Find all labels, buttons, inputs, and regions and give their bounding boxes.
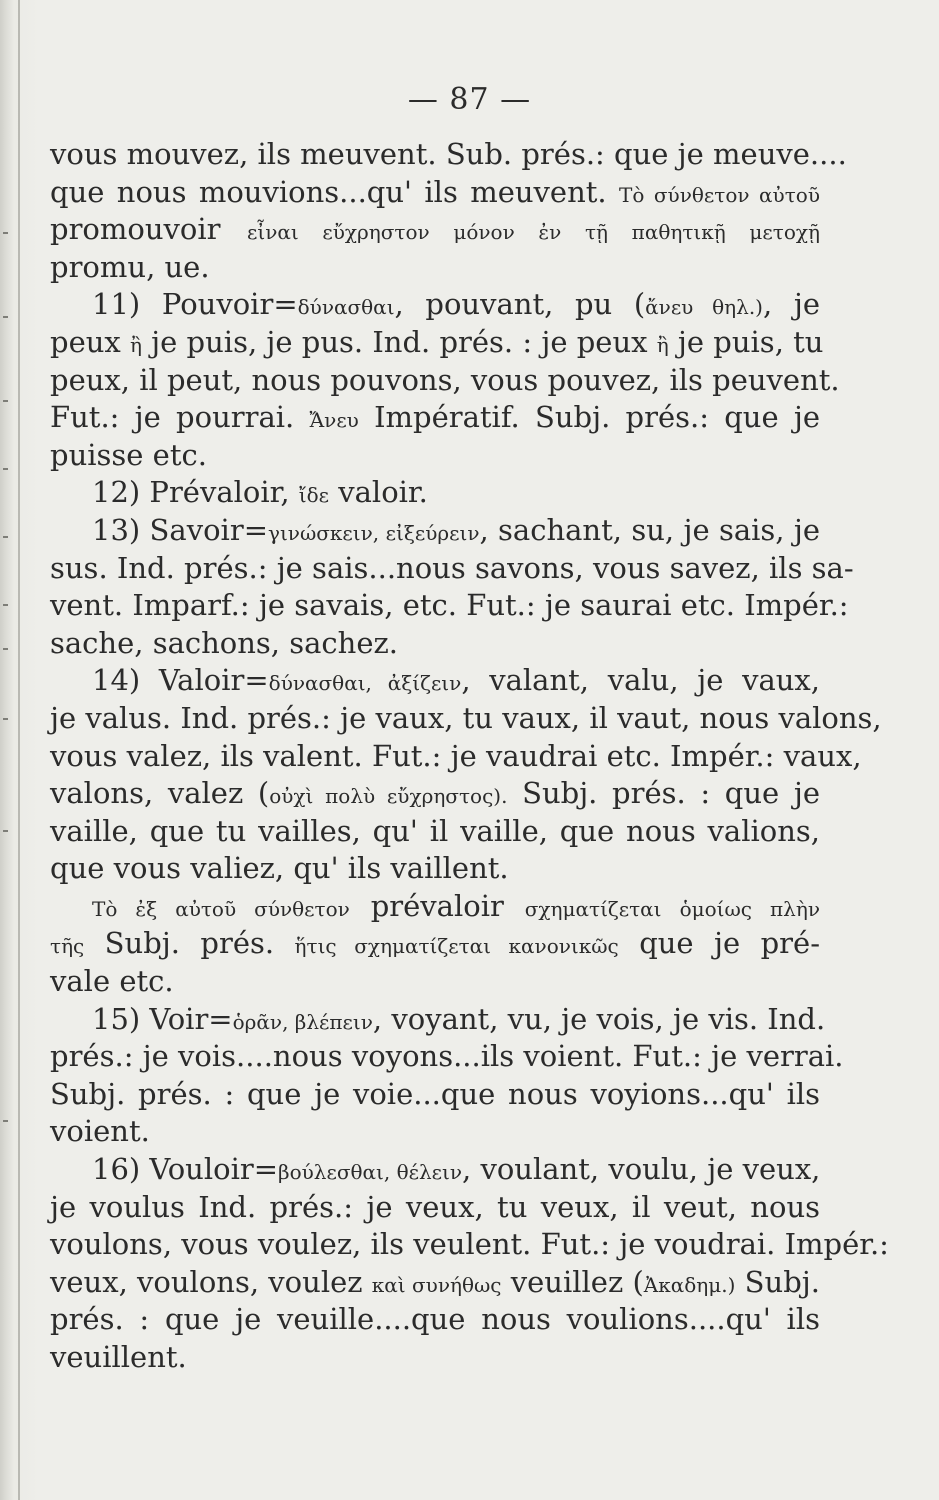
page-gutter-edge	[18, 0, 20, 1500]
text-line: sache, sachons, sachez.	[50, 625, 398, 660]
text-line: veuillent.	[50, 1340, 187, 1374]
text-line: prés. : que je veuille....que nous voulions....qu' ils	[50, 1302, 820, 1337]
text-line: vaille, que tu vailles, qu' il vaille, que nous valions,	[50, 813, 820, 848]
text-line: prés.: je vois....nous voyons...ils voient. Fut.: je verrai.	[50, 1039, 844, 1074]
text-line: Τὸ ἐξ αὐτοῦ σύνθετον prévaloir σχηματίζεται ὁμοίως πλὴν	[92, 888, 820, 923]
text-line: vent. Imparf.: je savais, etc. Fut.: je saurai etc. Impér.:	[50, 588, 849, 623]
text-line: veux, voulons, voulez καὶ συνήθως veuillez (Ἀκαδημ.) Subj.	[50, 1264, 820, 1299]
text-line: que vous valiez, qu' ils vaillent.	[50, 851, 509, 886]
text-line: promouvoir εἶναι εὔχρηστον μόνον ἐν τῇ παθητικῇ μετοχῇ	[50, 212, 820, 247]
text-line: promu, ue.	[50, 249, 210, 284]
text-line: τῆς Subj. prés. ἥτις σχηματίζεται κανονικῶς que je pré-	[50, 926, 820, 961]
text-line: valons, valez (οὐχὶ πολὺ εὔχρηστος). Subj. prés. : que je	[50, 776, 820, 811]
text-line: peux, il peut, nous pouvons, vous pouvez, ils peuvent.	[50, 362, 840, 397]
text-line: sus. Ind. prés.: je sais...nous savons, vous savez, ils sa-	[50, 550, 854, 585]
page-number: — 87 —	[407, 82, 532, 117]
page-text-body	[50, 136, 889, 1377]
text-line: 12) Prévaloir, ἴδε valoir.	[92, 475, 428, 510]
text-line: Fut.: je pourrai. Ἄνευ Impératif. Subj. prés.: que je	[50, 400, 820, 435]
text-line: je voulus Ind. prés.: je veux, tu veux, il veut, nous	[50, 1189, 820, 1224]
text-line: 16) Vouloir=βούλεσθαι, θέλειν, voulant, voulu, je veux,	[92, 1152, 821, 1187]
text-line: vous mouvez, ils meuvent. Sub. prés.: que je meuve....	[50, 137, 847, 171]
text-line: 11) Pouvoir=δύνασθαι, pouvant, pu (ἄνευ θηλ.), je	[92, 287, 820, 322]
text-line: 14) Valoir=δύνασθαι, ἀξίζειν, valant, valu, je vaux,	[92, 663, 820, 698]
text-line: que nous mouvions...qu' ils meuvent. Τὸ σύνθετον αὐτοῦ	[50, 174, 820, 209]
text-line: vale etc.	[50, 964, 174, 999]
text-line: 15) Voir=ὁρᾶν, βλέπειν, voyant, vu, je vois, je vis. Ind.	[92, 1001, 826, 1036]
text-line: voulons, vous voulez, ils veulent. Fut.: je voudrai. Impér.:	[50, 1227, 889, 1262]
text-line: 13) Savoir=γινώσκειν, εἰξεύρειν, sachant, su, je sais, je	[92, 512, 820, 547]
text-line: voient.	[50, 1114, 150, 1149]
text-line: vous valez, ils valent. Fut.: je vaudrai etc. Impér.: vaux,	[50, 738, 862, 773]
text-line: je valus. Ind. prés.: je vaux, tu vaux, il vaut, nous valons,	[50, 700, 882, 735]
text-line: puisse etc.	[50, 437, 207, 472]
text-line: peux ἢ je puis, je pus. Ind. prés. : je peux ἢ je puis, tu	[50, 324, 824, 359]
text-line: Subj. prés. : que je voie...que nous voyions...qu' ils	[50, 1076, 820, 1111]
